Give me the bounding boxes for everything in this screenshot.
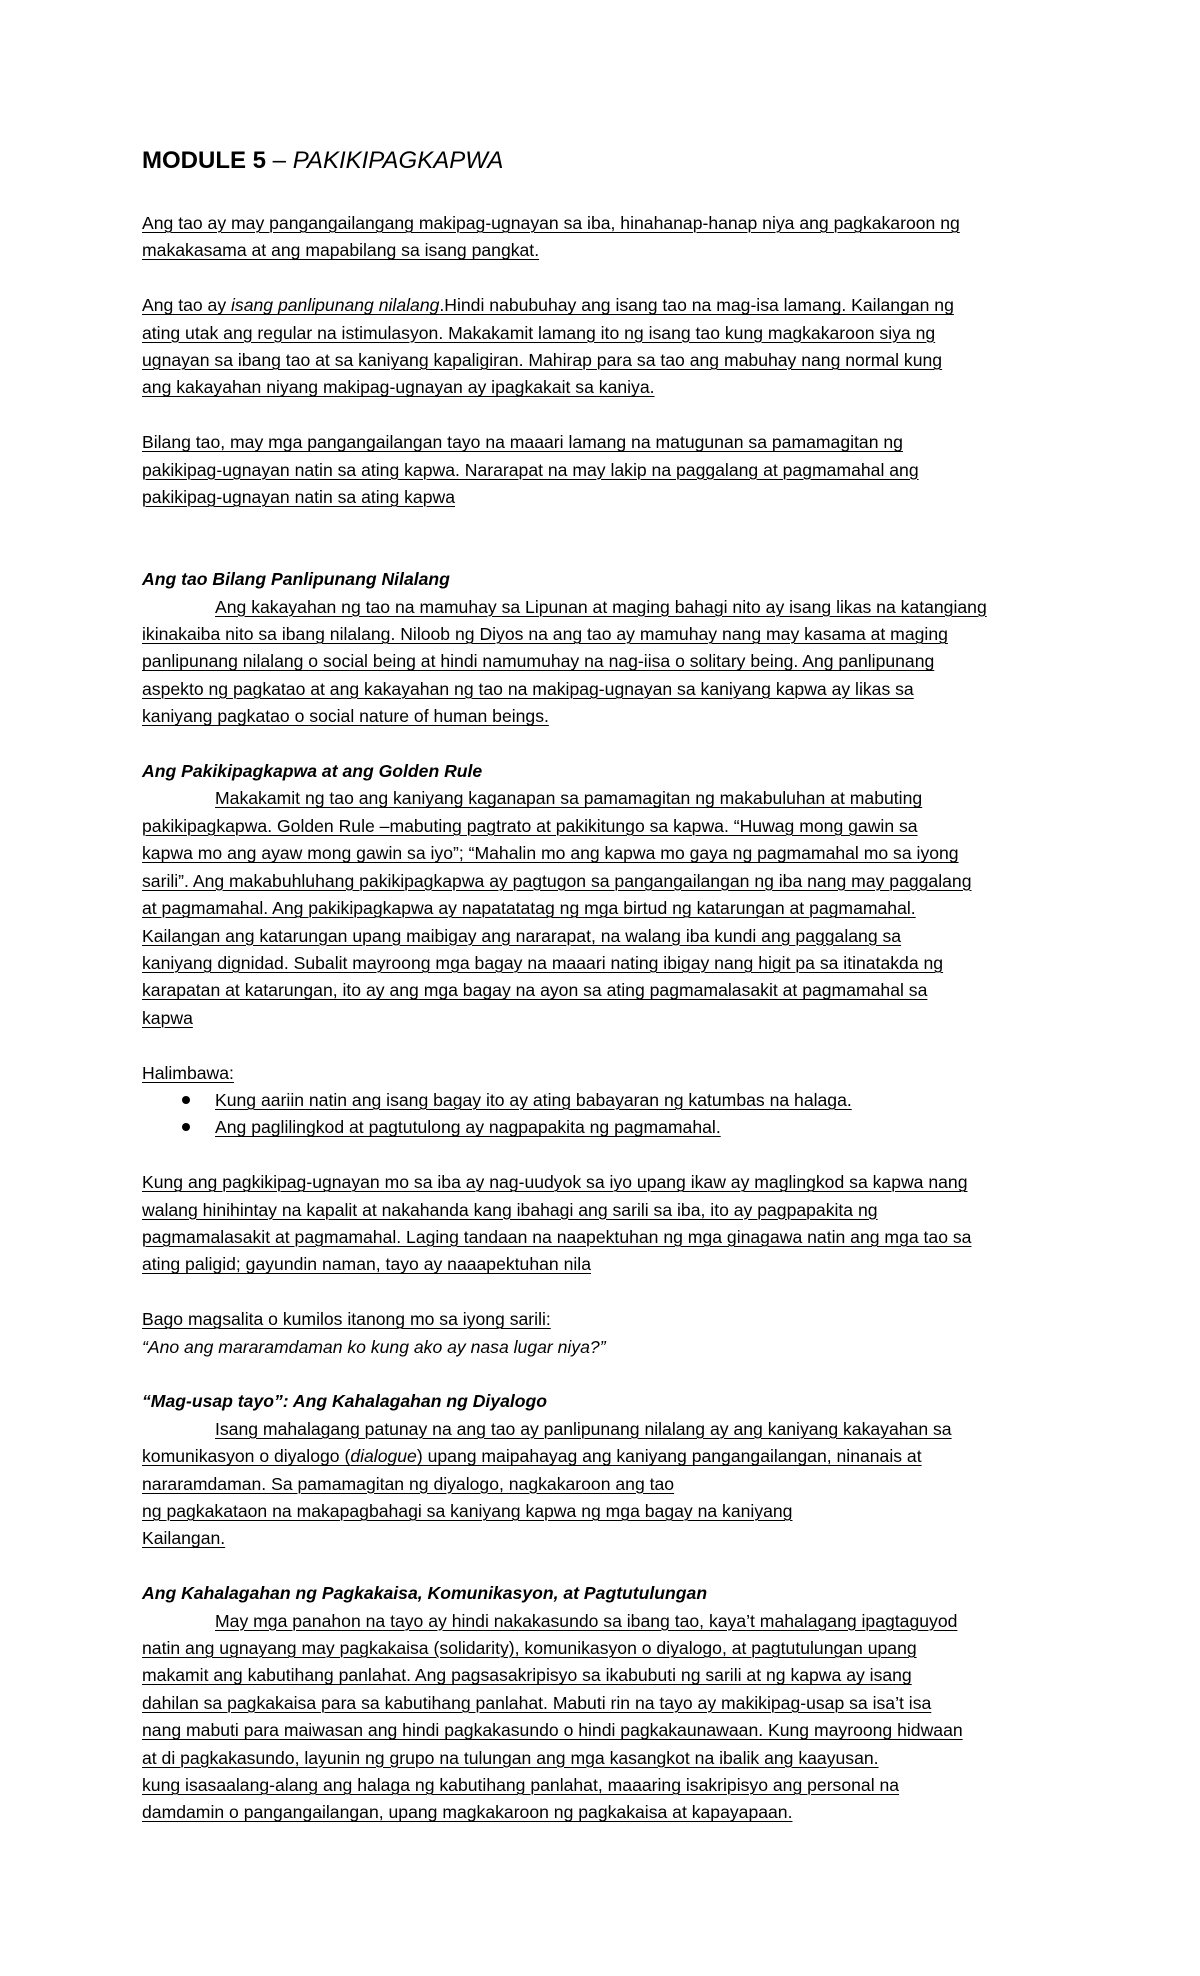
section-4-line: kung isasaalang-alang ang halaga ng kabutihang panlahat, maaaring isakripisyo ang personal na [142, 1775, 900, 1796]
section-3-pre: komunikasyon o diyalogo ( [142, 1446, 351, 1467]
module-title [142, 146, 503, 176]
question-quote: “Ano ang mararamdaman ko kung ako ay nasa lugar niya?” [142, 1336, 606, 1357]
intro-2-line: ugnayan sa ibang tao at sa kaniyang kapaligiran. Mahirap para sa tao ang mabuhay nang normal kung [142, 350, 943, 371]
intro-2-italic: isang panlipunang nilalang [231, 295, 440, 316]
intro-1-line: Ang tao ay may pangangailangang makipag-ugnayan sa iba, hinahanap-hanap niya ang pagkakaroon ng [142, 213, 960, 233]
section-1-line: aspekto ng pagkatao at ang kakayahan ng tao na makipag-ugnayan sa kaniyang kapwa ay likas sa [142, 678, 914, 699]
section-2-heading: Ang Pakikipagkapwa at ang Golden Rule [142, 761, 483, 782]
list-item [142, 1114, 1072, 1141]
paragraph-gap [142, 1279, 1072, 1306]
section-2-line: Makakamit ng tao ang kaniyang kaganapan sa pamamagitan ng makabuluhan at mabuting [215, 788, 923, 809]
section-4-line: May mga panahon na tayo ay hindi nakakasundo sa ibang tao, kaya’t mahalagang ipagtaguyod [215, 1610, 958, 1631]
intro-3-line: pakikipag-ugnayan natin sa ating kapwa [142, 487, 455, 508]
module-title-bold: MODULE 5 [142, 147, 267, 174]
paragraph-gap [142, 1553, 1072, 1580]
list-item-text: Kung aariin natin ang isang bagay ito ay ating babayaran ng katumbas na halaga. [215, 1089, 852, 1110]
section-2-line: pakikipagkapwa. Golden Rule –mabuting pagtrato at pakikitungo sa kapwa. “Huwag mong gawin sa [142, 815, 918, 836]
paragraph-gap [142, 402, 1072, 429]
intro-1-line: makakasama at ang mapabilang sa isang pangkat. [142, 240, 540, 261]
intro-2-pre: Ang tao ay [142, 295, 232, 316]
intro-2-post: .Hindi nabubuhay ang isang tao na mag-isa lamang. Kailangan ng [439, 295, 954, 316]
section-1-line: panlipunang nilalang o social being at hindi namumuhay na nag-iisa o solitary being. Ang panlipunang [142, 651, 935, 672]
section-4-line: nang mabuti para maiwasan ang hindi pagkakasundo o hindi pagkakaunawaan. Kung mayroong hidwaan [142, 1720, 963, 1741]
list-item-text: Ang paglilingkod at pagtutulong ay nagpapakita ng pagmamahal. [215, 1117, 721, 1138]
section-2-line: karapatan at katarungan, ito ay ang mga bagay na ayon sa ating pagmamalasakit at pagmamahal sa [142, 980, 928, 1001]
section-4-line: at di pagkakasundo, layunin ng grupo na tulungan ang mga kasangkot na ibalik ang kaayusan. [142, 1747, 879, 1768]
paragraph-line: pagmamalasakit at pagmamahal. Laging tandaan na naapektuhan ng mga ginagawa natin ang mga tao sa [142, 1226, 972, 1247]
section-1-line: ikinakaiba nito sa ibang nilalang. Niloob ng Diyos na ang tao ay mamuhay nang may kasama at maging [142, 624, 948, 645]
section-3-heading: “Mag-usap tayo”: Ang Kahalagahan ng Diyalogo [142, 1391, 548, 1412]
section-3-line [142, 1443, 1072, 1470]
section-2-line: kapwa mo ang ayaw mong gawin sa iyo”; “Mahalin mo ang kapwa mo gaya ng pagmamahal mo sa iyong [142, 843, 959, 864]
section-3-line: Kailangan. [142, 1528, 226, 1549]
document-body [142, 210, 1072, 1827]
section-4-line: natin ang ugnayang may pagkakaisa (solidarity), komunikasyon o diyalogo, at pagtutulungan upang [142, 1637, 917, 1658]
paragraph-gap [142, 1142, 1072, 1169]
intro-2-line: ang kakayahan niyang makipag-ugnayan ay ipagkakait sa kaniya. [142, 377, 655, 398]
section-4-line: makamit ang kabutihang panlahat. Ang pagsasakripisyo sa ikabubuti ng sarili at ng kapwa ay isang [142, 1665, 912, 1686]
module-title-italic: PAKIKIPAGKAPWA [292, 147, 504, 174]
intro-3-line: Bilang tao, may mga pangangailangan tayo na maaari lamang na matugunan sa pamamagitan ng [142, 432, 903, 453]
section-2-line: kaniyang dignidad. Subalit mayroong mga bagay na maaari nating ibigay nang higit pa sa itinatakda ng [142, 952, 944, 973]
section-3-post: ) upang maipahayag ang kaniyang pangangailangan, ninanais at [416, 1446, 922, 1467]
intro-3-line: pakikipag-ugnayan natin sa ating kapwa. Nararapat na may lakip na paggalang at pagmamahal ang [142, 459, 919, 480]
paragraph-gap [142, 511, 1072, 566]
section-2-line: kapwa [142, 1007, 193, 1028]
paragraph-gap [142, 1032, 1072, 1059]
paragraph-line: ating paligid; gayundin naman, tayo ay naaapektuhan nila [142, 1254, 591, 1275]
list-item [142, 1087, 1072, 1114]
section-4-heading: Ang Kahalagahan ng Pagkakaisa, Komunikasyon, at Pagtutulungan [142, 1583, 708, 1604]
question-prompt: Bago magsalita o kumilos itanong mo sa iyong sarili: [142, 1309, 551, 1330]
section-3-line: Isang mahalagang patunay na ang tao ay panlipunang nilalang ay ang kaniyang kakayahan sa [215, 1418, 952, 1439]
section-1-line: kaniyang pagkatao o social nature of human beings. [142, 706, 549, 727]
section-4-line: damdamin o pangangailangan, upang magkakaroon ng pagkakaisa at kapayapaan. [142, 1802, 793, 1823]
paragraph-line: walang hinihintay na kapalit at nakahanda kang ibahagi ang sarili sa iba, ito ay pagpapakita ng [142, 1199, 878, 1220]
paragraph-line: Kung ang pagkikipag-ugnayan mo sa iba ay nag-uudyok sa iyo upang ikaw ay maglingkod sa kapwa nang [142, 1172, 968, 1193]
example-label: Halimbawa: [142, 1062, 234, 1083]
section-3-line: nararamdaman. Sa pamamagitan ng diyalogo, nagkakaroon ang tao [142, 1473, 675, 1494]
section-3-line: ng pagkakataon na makapagbahagi sa kaniyang kapwa ng mga bagay na kaniyang [142, 1500, 793, 1521]
bullet-icon [182, 1123, 190, 1131]
paragraph-gap [142, 1361, 1072, 1388]
section-1-heading: Ang tao Bilang Panlipunang Nilalang [142, 569, 450, 590]
bullet-icon [182, 1096, 190, 1104]
paragraph-gap [142, 265, 1072, 292]
section-2-line: Kailangan ang katarungan upang maibigay ang nararapat, na walang iba kundi ang paggalang sa [142, 925, 902, 946]
section-1-line: Ang kakayahan ng tao na mamuhay sa Lipunan at maging bahagi nito ay isang likas na katangiang [215, 596, 987, 617]
section-4-line: dahilan sa pagkakaisa para sa kabutihang panlahat. Mabuti rin na tayo ay makikipag-usap sa isa’t isa [142, 1692, 932, 1713]
section-2-line: at pagmamahal. Ang pakikipagkapwa ay napatatatag ng mga birtud ng katarungan at pagmamahal. [142, 898, 916, 919]
intro-2-line [142, 292, 1072, 319]
module-title-dash: – [266, 147, 293, 174]
section-3-italic: dialogue [350, 1446, 417, 1467]
intro-2-line: ating utak ang regular na istimulasyon. Makakamit lamang ito ng isang tao kung magkakaroon siya ng [142, 322, 936, 343]
paragraph-gap [142, 731, 1072, 758]
section-2-line: sarili”. Ang makabuhluhang pakikipagkapwa ay pagtugon sa pangangailangan ng iba nang may paggalang [142, 870, 972, 891]
